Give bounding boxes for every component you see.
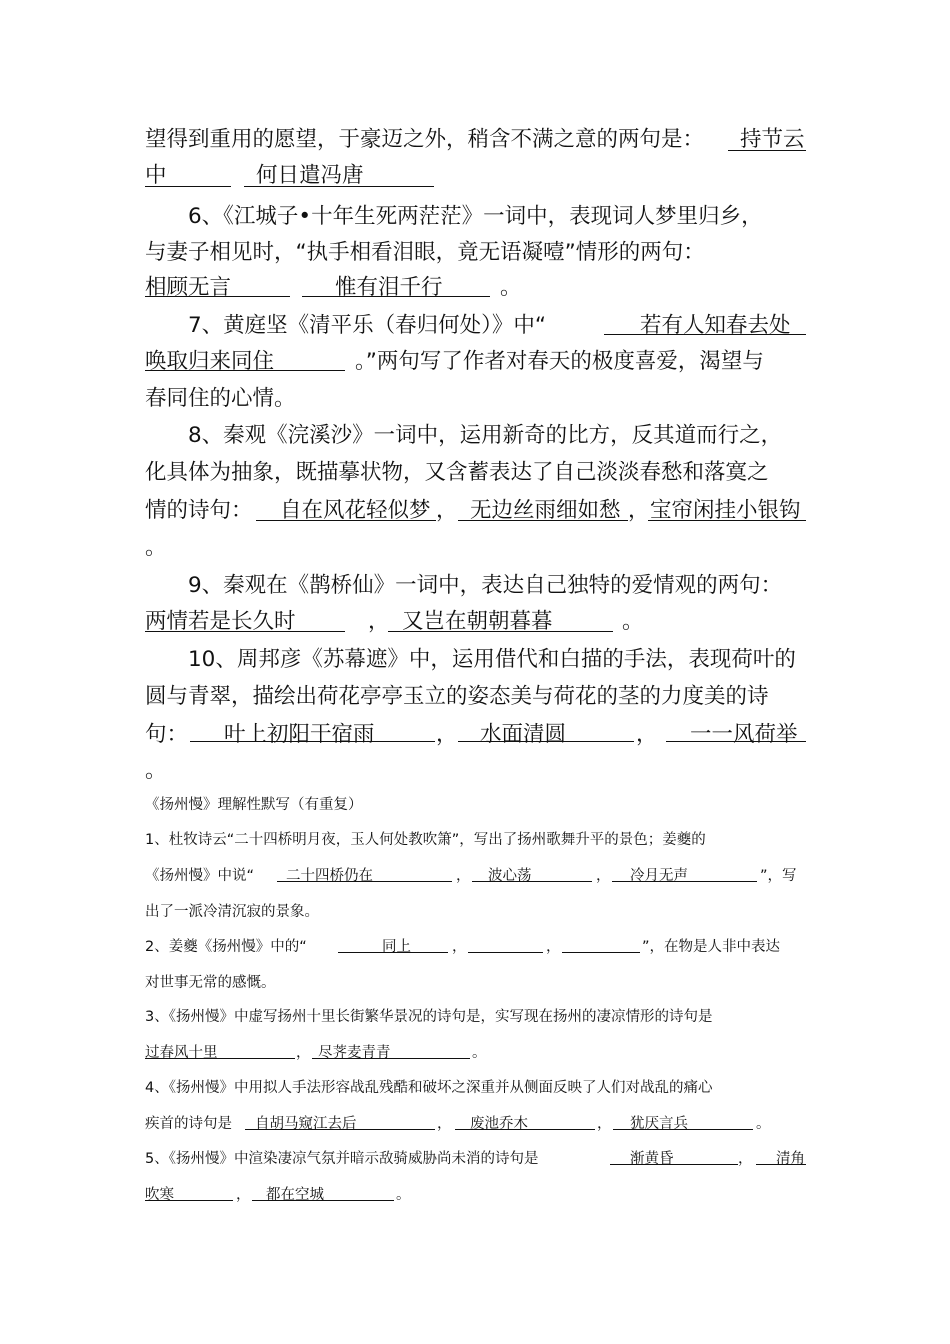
question-7-line-1: 7、黄庭坚《清平乐（春归何处）》中“ — [188, 313, 547, 338]
answer-text: 清角 — [776, 1151, 805, 1167]
text: ， — [436, 498, 458, 523]
text: ， — [636, 722, 658, 747]
question-6-line-2: 与妻子相见时，“执手相看泪眼，竟无语凝噎”情形的两句： — [145, 240, 705, 265]
text: ， — [597, 1116, 612, 1132]
text: ， — [456, 868, 471, 884]
answer-text: 一一风荷举 — [690, 722, 798, 747]
text: 《扬州慢》中说“ — [145, 868, 255, 884]
section-title: 《扬州慢》理解性默写（有重复） — [145, 797, 363, 813]
answer-text: 何日遣冯唐 — [256, 163, 364, 188]
answer-text: 无边丝雨细如愁 — [470, 498, 621, 523]
section-q1-line-1: 1、杜牧诗云“二十四桥明月夜，玉人何处教吹箫”，写出了扬州歌舞升平的景色；姜夔的 — [145, 832, 706, 848]
text: ”，写 — [760, 868, 797, 884]
answer-text: 吹寒 — [145, 1187, 174, 1203]
text: ”，在物是人非中表达 — [642, 939, 781, 955]
answer-text: 废池乔木 — [470, 1116, 528, 1132]
text: 疾首的诗句是 — [145, 1116, 232, 1132]
text: ， — [596, 868, 611, 884]
question-8-line-1: 8、秦观《浣溪沙》一词中，运用新奇的比方，反其道而行之， — [188, 423, 783, 448]
text: 。 — [500, 275, 522, 300]
text: 。 — [145, 535, 167, 560]
question-10-line-2: 圆与青翠，描绘出荷花亭亭玉立的姿态美与荷花的茎的力度美的诗 — [145, 684, 769, 709]
answer-text: 自胡马窥江去后 — [255, 1116, 357, 1132]
answer-text: 过春风十里 — [145, 1045, 218, 1061]
text: ， — [436, 722, 458, 747]
question-7-line-3: 春同住的心情。 — [145, 386, 296, 411]
answer-blank — [468, 952, 543, 953]
text: 5、《扬州慢》中渲染凄凉气氛并暗示敌骑威胁尚未消的诗句是 — [145, 1151, 539, 1167]
text: 句： — [145, 722, 189, 747]
answer-text: 唤取归来同住 — [145, 349, 275, 374]
text: 。 — [756, 1116, 771, 1132]
text: ， — [452, 939, 467, 955]
text: 。 — [472, 1045, 487, 1061]
text: ， — [437, 1116, 452, 1132]
question-6-line-1: 6、《江城子•十年生死两茫茫》一词中，表现词人梦里归乡， — [188, 204, 763, 229]
answer-text: 二十四桥仍在 — [286, 868, 373, 884]
answer-text: 叶上初阳干宿雨 — [224, 722, 375, 747]
text: ， — [368, 609, 390, 634]
answer-text: 持节云 — [740, 127, 805, 152]
answer-text: 都在空城 — [266, 1187, 324, 1203]
answer-blank — [562, 952, 640, 953]
answer-text: 冷月无声 — [630, 868, 688, 884]
answer-text: 同上 — [382, 939, 411, 955]
section-q1-line-3: 出了一派冷清沉寂的景象。 — [145, 904, 319, 920]
answer-text: 若有人知春去处 — [640, 313, 791, 338]
section-q4-line-1: 4、《扬州慢》中用拟人手法形容战乱残酷和破坏之深重并从侧面反映了人们对战乱的痛心 — [145, 1080, 713, 1096]
answer-text: 犹厌言兵 — [630, 1116, 688, 1132]
text: ， — [628, 498, 650, 523]
text: 。”两句写了作者对春天的极度喜爱，渴望与 — [355, 349, 764, 374]
text: ， — [296, 1045, 311, 1061]
question-9-line-1: 9、秦观在《鹊桥仙》一词中，表达自己独特的爱情观的两句： — [188, 573, 783, 598]
text: 。 — [396, 1187, 411, 1203]
answer-text: 渐黄昏 — [630, 1151, 674, 1167]
answer-text: 自在风花轻似梦 — [280, 498, 431, 523]
answer-text: 波心荡 — [488, 868, 532, 884]
text-line: 望得到重用的愿望，于豪迈之外，稍含不满之意的两句是： — [145, 127, 705, 152]
section-q3-line-1: 3、《扬州慢》中虚写扬州十里长街繁华景况的诗句是，实写现在扬州的凄凉情形的诗句是 — [145, 1009, 713, 1025]
text: ， — [236, 1187, 251, 1203]
answer-text: 相顾无言 — [145, 275, 232, 300]
text: 。 — [622, 609, 644, 634]
question-8-line-2: 化具体为抽象，既描摹状物，又含蓄表达了自己淡淡春愁和落寞之 — [145, 460, 769, 485]
answer-text: 两情若是长久时 — [145, 609, 296, 634]
answer-text: 宝帘闲挂小银钩 — [650, 498, 801, 523]
answer-text: 水面清圆 — [480, 722, 567, 747]
section-q2-line-2: 对世事无常的感慨。 — [145, 975, 276, 991]
text: 情的诗句： — [145, 498, 253, 523]
text: ， — [546, 939, 561, 955]
answer-text: 又岂在朝朝暮暮 — [402, 609, 553, 634]
text: ， — [738, 1151, 753, 1167]
text: 。 — [145, 758, 167, 783]
text: 2、姜夔《扬州慢》中的“ — [145, 939, 307, 955]
question-10-line-1: 10、周邦彦《苏幕遮》中，运用借代和白描的手法，表现荷叶的 — [188, 647, 796, 672]
answer-text: 尽荠麦青青 — [318, 1045, 391, 1061]
answer-text: 惟有泪千行 — [335, 275, 443, 300]
answer-text: 中 — [145, 163, 167, 188]
